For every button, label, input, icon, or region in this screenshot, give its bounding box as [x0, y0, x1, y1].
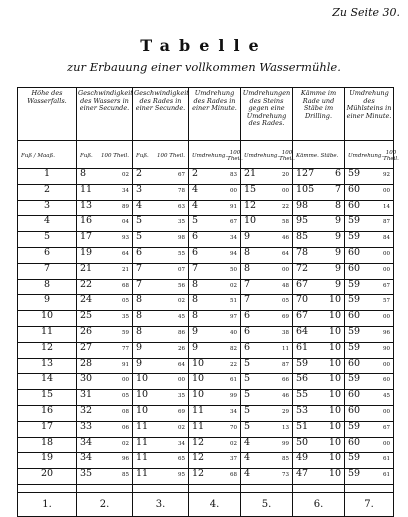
table-cell: 12 37: [189, 453, 241, 469]
table-cell: 8 64: [241, 247, 293, 263]
table-cell: 6 55: [133, 247, 189, 263]
table-cell: 78 9: [293, 247, 345, 263]
table-cell: 2 67: [133, 169, 189, 185]
table-cell: 60 14: [345, 200, 394, 216]
header-cell: Geschwindigkeit des Rades in einer Secunde.: [133, 88, 189, 141]
table-cell: 59 92: [345, 169, 394, 185]
table-cell: 14: [18, 374, 77, 390]
table-cell: 11 02: [133, 421, 189, 437]
table-row: [18, 311, 394, 327]
table-cell: 61 10: [293, 342, 345, 358]
table-row: [18, 437, 394, 453]
table-cell: 59 90: [345, 342, 394, 358]
table-cell: 8 02: [77, 169, 133, 185]
table-cell: 56 10: [293, 374, 345, 390]
table-cell: 4 73: [241, 469, 293, 485]
table-cell: 5 35: [133, 216, 189, 232]
unit-cell: Fuß. 100 Theil.: [77, 141, 133, 169]
table-cell: 12 68: [189, 469, 241, 485]
table-cell: 22 68: [77, 279, 133, 295]
table-cell: 9 26: [133, 342, 189, 358]
table-row: [18, 469, 394, 485]
unit-cell: Fuß. 100 Theil.: [133, 141, 189, 169]
unit-cell: Umdrehung. 100 Theil.: [241, 141, 293, 169]
column-number: 2.: [77, 492, 133, 516]
table-cell: 7 56: [133, 279, 189, 295]
table-cell: 3: [18, 200, 77, 216]
table-cell: 15 00: [241, 184, 293, 200]
unit-cell: Kämme. Stäbe.: [293, 141, 345, 169]
table-body: [18, 169, 394, 485]
table-cell: 7 05: [241, 295, 293, 311]
table-cell: 47 10: [293, 469, 345, 485]
mill-table: [17, 87, 399, 517]
table-cell: 8 02: [133, 295, 189, 311]
table-cell: 30 00: [77, 374, 133, 390]
table-cell: 4 00: [189, 184, 241, 200]
column-number: 5.: [241, 492, 293, 516]
table-cell: 10 35: [133, 390, 189, 406]
table-cell: 28 91: [77, 358, 133, 374]
table-row: [18, 169, 394, 185]
table-cell: 10 58: [241, 216, 293, 232]
table-row: [18, 216, 394, 232]
table-cell: 11 34: [77, 184, 133, 200]
table-row: [18, 342, 394, 358]
table-cell: 5: [18, 232, 77, 248]
table-cell: 5 46: [241, 390, 293, 406]
table-cell: 5 66: [241, 374, 293, 390]
header-cell: Umdrehungen des Steins gegen eine Umdrehung des Rades.: [241, 88, 293, 141]
table-cell: 10 69: [133, 405, 189, 421]
table-cell: 10 22: [189, 358, 241, 374]
unit-cell: Umdrehung. 100 Theil.: [189, 141, 241, 169]
table-cell: 95 9: [293, 216, 345, 232]
table-cell: 7 50: [189, 263, 241, 279]
footer-gap: [18, 484, 394, 492]
table-cell: 26 59: [77, 326, 133, 342]
table-cell: 5 87: [241, 358, 293, 374]
table-cell: 59 61: [345, 469, 394, 485]
table-cell: 72 9: [293, 263, 345, 279]
table-cell: 11 34: [189, 405, 241, 421]
table-cell: 7 07: [133, 263, 189, 279]
table-cell: 8: [18, 279, 77, 295]
table-cell: 11 34: [133, 437, 189, 453]
column-number: 7.: [345, 492, 394, 516]
table-cell: 20: [18, 469, 77, 485]
table-cell: 5 29: [241, 405, 293, 421]
table-cell: 10 00: [133, 374, 189, 390]
table-cell: 34 96: [77, 453, 133, 469]
table-cell: 127 6: [293, 169, 345, 185]
table-cell: 8 02: [189, 279, 241, 295]
table-row: [18, 358, 394, 374]
table-cell: 6 38: [241, 326, 293, 342]
table-cell: 6 34: [189, 232, 241, 248]
header-cell: Höhe des Wasserfalls.: [18, 88, 77, 141]
table-cell: 27 77: [77, 342, 133, 358]
table-cell: 53 10: [293, 405, 345, 421]
table-row: [18, 326, 394, 342]
table-cell: 13: [18, 358, 77, 374]
table-cell: 18: [18, 437, 77, 453]
table-cell: 17 93: [77, 232, 133, 248]
table-row: [18, 263, 394, 279]
table-cell: 5 13: [241, 421, 293, 437]
header-row: [18, 88, 394, 141]
table-cell: 4 63: [133, 200, 189, 216]
table-cell: 35 85: [77, 469, 133, 485]
table-cell: 64 10: [293, 326, 345, 342]
table-cell: 8 45: [133, 311, 189, 327]
header-cell: Kämme im Rade und Stäbe im Drilling.: [293, 88, 345, 141]
table-row: [18, 390, 394, 406]
footer-row: [18, 492, 394, 516]
table-cell: 67 9: [293, 279, 345, 295]
table-cell: 51 10: [293, 421, 345, 437]
table-row: [18, 279, 394, 295]
table-cell: 21 20: [241, 169, 293, 185]
table-cell: 17: [18, 421, 77, 437]
table-cell: 59 87: [345, 216, 394, 232]
table-cell: 19: [18, 453, 77, 469]
table-cell: 60 00: [345, 263, 394, 279]
table-cell: 24 05: [77, 295, 133, 311]
table-cell: 8 97: [189, 311, 241, 327]
table-row: [18, 200, 394, 216]
table-cell: 60 45: [345, 390, 394, 406]
table-cell: 11 95: [133, 469, 189, 485]
table-cell: 9 40: [189, 326, 241, 342]
table-cell: 9 64: [133, 358, 189, 374]
table-cell: 60 00: [345, 311, 394, 327]
table-cell: 2: [18, 184, 77, 200]
header-cell: Umdrehung des Mühlsteins in einer Minute.: [345, 88, 394, 141]
table-cell: 21 21: [77, 263, 133, 279]
table-row: [18, 295, 394, 311]
table-cell: 4 91: [189, 200, 241, 216]
table-cell: 60 00: [345, 405, 394, 421]
table-cell: 8 51: [189, 295, 241, 311]
table-row: [18, 374, 394, 390]
table-cell: 34 02: [77, 437, 133, 453]
table-cell: 16: [18, 405, 77, 421]
unit-cell: Umdrehung. 100 Theil.: [345, 141, 394, 169]
table-cell: 6 94: [189, 247, 241, 263]
table-row: [18, 232, 394, 248]
table-cell: 25 35: [77, 311, 133, 327]
table-cell: 11: [18, 326, 77, 342]
table-cell: 59 61: [345, 453, 394, 469]
table-row: [18, 421, 394, 437]
table-cell: 59 84: [345, 232, 394, 248]
table-cell: 3 78: [133, 184, 189, 200]
table-cell: 85 9: [293, 232, 345, 248]
header-cell: Umdrehung des Rades in einer Minute.: [189, 88, 241, 141]
table-cell: 60 00: [345, 184, 394, 200]
table-cell: 4: [18, 216, 77, 232]
table-cell: 60 00: [345, 358, 394, 374]
table-cell: 19 64: [77, 247, 133, 263]
table-cell: 1: [18, 169, 77, 185]
page-subtitle: zur Erbauung einer vollkommen Wassermühle.: [67, 60, 341, 74]
table-cell: 7 48: [241, 279, 293, 295]
table-cell: 4 99: [241, 437, 293, 453]
table-cell: 6: [18, 247, 77, 263]
table-cell: 31 05: [77, 390, 133, 406]
column-number: 4.: [189, 492, 241, 516]
table-cell: 49 10: [293, 453, 345, 469]
table-cell: 12 02: [189, 437, 241, 453]
table-cell: 13 89: [77, 200, 133, 216]
table-cell: 12 22: [241, 200, 293, 216]
table-cell: 6 11: [241, 342, 293, 358]
table-cell: 5 98: [133, 232, 189, 248]
table-cell: 2 83: [189, 169, 241, 185]
table-cell: 70 10: [293, 295, 345, 311]
table-cell: 6 69: [241, 311, 293, 327]
column-number: 3.: [133, 492, 189, 516]
page-reference: Zu Seite 30.: [332, 6, 400, 19]
table-cell: 59 67: [345, 279, 394, 295]
table-cell: 59 67: [345, 421, 394, 437]
header-cell: Geschwindigkeit des Wassers in einer Secunde.: [77, 88, 133, 141]
table-cell: 105 7: [293, 184, 345, 200]
table-cell: 9 46: [241, 232, 293, 248]
table-cell: 59 10: [293, 358, 345, 374]
page-title: Tabelle: [140, 36, 268, 55]
table-cell: 11 70: [189, 421, 241, 437]
table-row: [18, 405, 394, 421]
table-cell: 7: [18, 263, 77, 279]
table-cell: 60 00: [345, 437, 394, 453]
table-cell: 60 00: [345, 247, 394, 263]
table-cell: 16 04: [77, 216, 133, 232]
table-cell: 55 10: [293, 390, 345, 406]
unit-cell: Fuß / Maaß.: [18, 141, 77, 169]
table-cell: 32 08: [77, 405, 133, 421]
table-cell: 8 00: [241, 263, 293, 279]
unit-row: [18, 141, 394, 169]
table-cell: 5 67: [189, 216, 241, 232]
table-cell: 33 06: [77, 421, 133, 437]
table-cell: 11 65: [133, 453, 189, 469]
table-cell: 8 86: [133, 326, 189, 342]
table-cell: 59 96: [345, 326, 394, 342]
table-cell: 10: [18, 311, 77, 327]
table-row: [18, 184, 394, 200]
table-cell: 9 82: [189, 342, 241, 358]
column-number: 1.: [18, 492, 77, 516]
table-cell: 9: [18, 295, 77, 311]
table-cell: 4 85: [241, 453, 293, 469]
table-cell: 98 8: [293, 200, 345, 216]
table-cell: 59 57: [345, 295, 394, 311]
column-number: 6.: [293, 492, 345, 516]
table-cell: 10 61: [189, 374, 241, 390]
table-cell: 67 10: [293, 311, 345, 327]
table-cell: 12: [18, 342, 77, 358]
table-row: [18, 453, 394, 469]
table-cell: 50 10: [293, 437, 345, 453]
table-cell: 10 99: [189, 390, 241, 406]
table-cell: 15: [18, 390, 77, 406]
table-row: [18, 247, 394, 263]
table-cell: 59 60: [345, 374, 394, 390]
